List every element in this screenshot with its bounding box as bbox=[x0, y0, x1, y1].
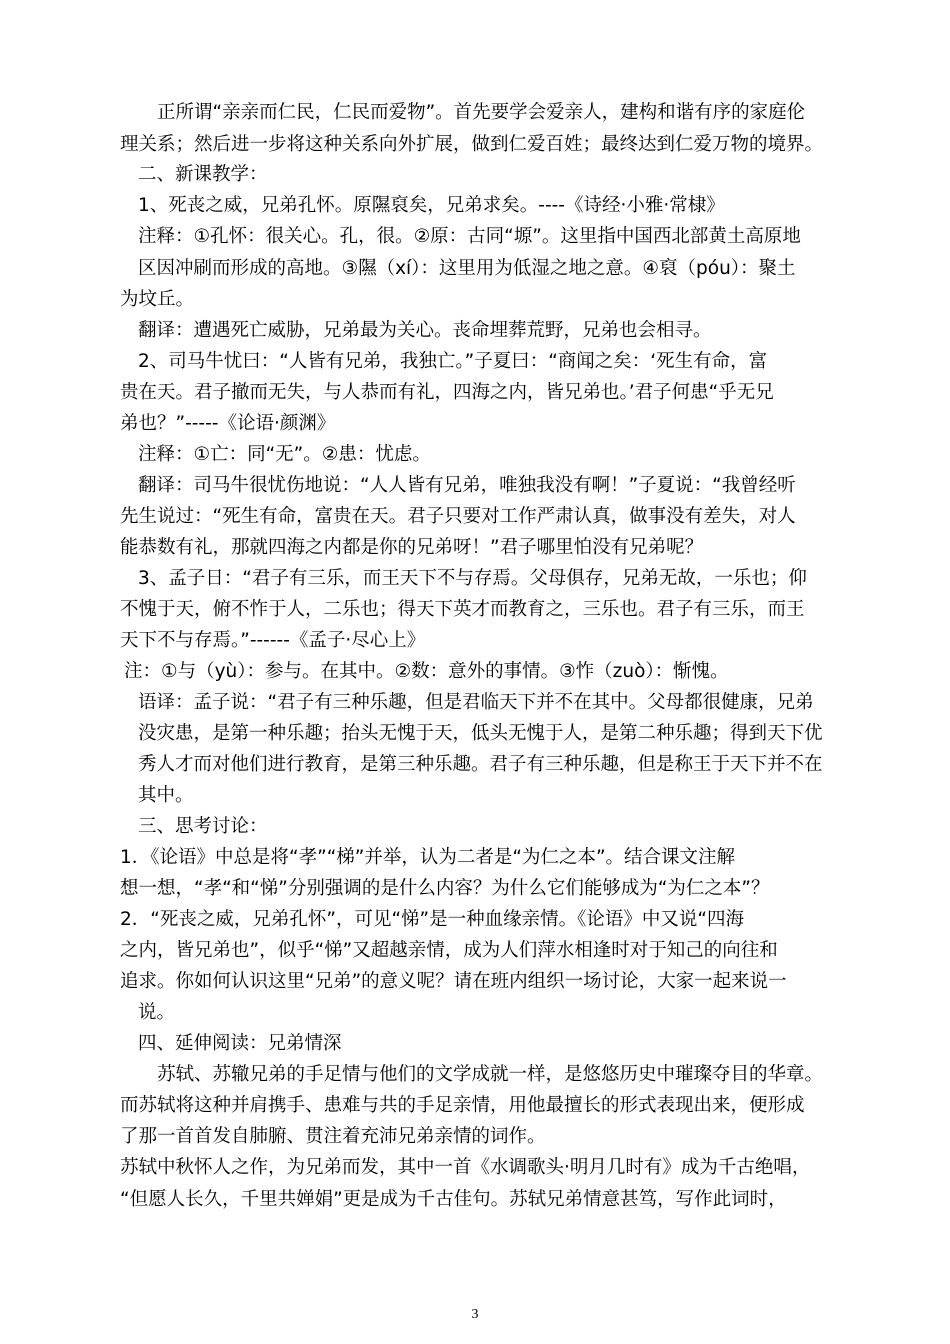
paragraph-line: 不愧于天，俯不怍于人，二乐也；得天下英才而教育之，三乐也。君子有三乐，而王 bbox=[120, 599, 805, 620]
paragraph-line: 2、司马牛忧曰：“人皆有兄弟，我独亡。”子夏曰：“商闻之矣：‘死生有命，富 bbox=[138, 351, 768, 372]
paragraph-line: 苏轼、苏辙兄弟的手足情与他们的文学成就一样，是悠悠历史中璀璨夺目的华章。 bbox=[157, 1064, 824, 1085]
section-heading: 二、新课教学： bbox=[138, 164, 268, 185]
paragraph-line: 贵在天。君子撤而无失，与人恭而有礼，四海之内，皆兄弟也。’君子何患“乎无兄 bbox=[120, 382, 774, 403]
paragraph-line: 能恭数有礼，那就四海之内都是你的兄弟呀！”君子哪里怕没有兄弟呢？ bbox=[120, 537, 704, 558]
paragraph-line: 秀人才而对他们进行教育，是第三种乐趣。君子有三种乐趣，但是称王于天下并不在 bbox=[138, 754, 823, 775]
paragraph-line: 先生说过：“死生有命，富贵在天。君子只要对工作严肃认真，做事没有差失，对人 bbox=[120, 506, 796, 527]
paragraph-line: 而苏轼将这种并肩携手、患难与共的手足亲情，用他最擅长的形式表现出来，便形成 bbox=[120, 1095, 805, 1116]
section-heading: 四、延伸阅读：兄弟情深 bbox=[138, 1033, 342, 1054]
paragraph-line: 注释：①亡：同“无”。②患：忧虑。 bbox=[138, 444, 431, 465]
paragraph-line: 想一想，“孝“和“悌”分别强调的是什么内容？为什么它们能够成为“为仁之本”？ bbox=[120, 878, 770, 899]
paragraph-line: 弟也？”-----《论语·颜渊》 bbox=[120, 413, 336, 434]
paragraph-line: 正所谓“亲亲而仁民，仁民而爱物”。首先要学会爱亲人，建构和谐有序的家庭伦 bbox=[157, 102, 806, 123]
paragraph-line: 苏轼中秋怀人之作，为兄弟而发，其中一首《水调歌头·明月几时有》成为千古绝唱， bbox=[120, 1157, 811, 1178]
paragraph-line: 注：①与（yù）：参与。在其中。②数：意外的事情。③怍（zuò）：惭愧。 bbox=[124, 661, 729, 682]
paragraph-line: 其中。 bbox=[138, 785, 194, 806]
paragraph-line: “但愿人长久，千里共婵娟”更是成为千古佳句。苏轼兄弟情意甚笃，写作此词时， bbox=[120, 1189, 787, 1210]
page-number: 3 bbox=[471, 1307, 479, 1322]
paragraph-line: 注释：①孔怀：很关心。孔，很。②原：古同“塬”。这里指中国西北部黄土高原地 bbox=[138, 226, 801, 247]
paragraph-line: 1．《论语》中总是将“孝”“梯”并举，认为二者是“为仁之本”。结合课文注解 bbox=[120, 847, 736, 868]
paragraph-line: 语译：孟子说：“君子有三种乐趣，但是君临天下并不在其中。父母都很健康，兄弟 bbox=[138, 692, 814, 713]
paragraph-line: 区因冲刷而形成的高地。③隰（xí）：这里用为低湿之地之意。④裒（póu）：聚土 bbox=[138, 258, 796, 279]
paragraph-line: 了那一首首发自肺腑、贯注着充沛兄弟亲情的词作。 bbox=[120, 1126, 546, 1147]
paragraph-line: 1、死丧之威，兄弟孔怀。原隰裒矣，兄弟求矣。----《诗经·小雅·常棣》 bbox=[138, 195, 725, 216]
paragraph-line: 没灾患，是第一种乐趣；抬头无愧于天，低头无愧于人，是第二种乐趣；得到天下优 bbox=[138, 723, 823, 744]
paragraph-line: 追求。你如何认识这里“兄弟”的意义呢？请在班内组织一场讨论，大家一起来说一 bbox=[120, 971, 787, 992]
paragraph-line: 说。 bbox=[138, 1002, 176, 1023]
paragraph-line: 理关系；然后进一步将这种关系向外扩展，做到仁爱百姓；最终达到仁爱万物的境界。 bbox=[120, 134, 824, 155]
paragraph-line: 翻译：遭遇死亡威胁，兄弟最为关心。丧命埋葬荒野，兄弟也会相寻。 bbox=[138, 320, 712, 341]
paragraph-line: 天下不与存焉。”------《孟子·尽心上》 bbox=[120, 630, 426, 651]
section-heading: 三、思考讨论： bbox=[138, 816, 268, 837]
paragraph-line: 为坟丘。 bbox=[120, 289, 195, 310]
paragraph-line: 翻译：司马牛很忧伤地说：“人人皆有兄弟，唯独我没有啊！”子夏说：“我曾经听 bbox=[138, 475, 796, 496]
paragraph-line: 3、孟子日：“君子有三乐，而王天下不与存焉。父母俱存，兄弟无故，一乐也；仰 bbox=[138, 568, 807, 589]
paragraph-line: 之内，皆兄弟也”，似乎“悌”又超越亲情，成为人们萍水相逢时对于知己的向往和 bbox=[120, 940, 778, 961]
paragraph-line: 2．“死丧之威，兄弟孔怀”，可见“悌”是一种血缘亲情。《论语》中又说“四海 bbox=[120, 909, 744, 930]
